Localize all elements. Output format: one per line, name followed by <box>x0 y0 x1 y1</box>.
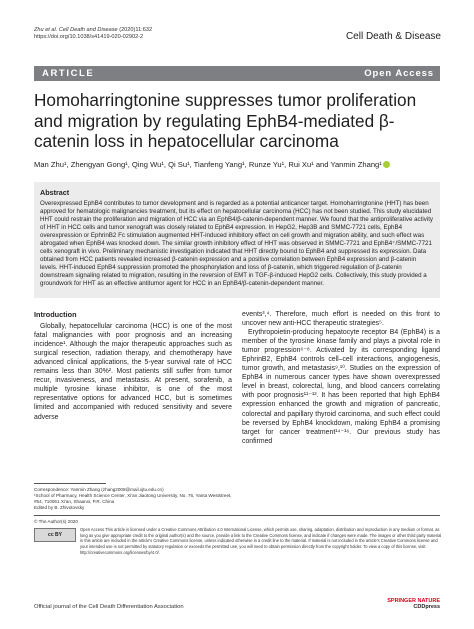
publisher-logo <box>387 598 440 611</box>
left-column <box>34 310 232 422</box>
copyright-line: © The Author(s) 2020 <box>34 519 78 524</box>
abstract-heading: Abstract <box>40 188 70 197</box>
doi-link[interactable]: https://doi.org/10.1038/s41419-020-02902-2 <box>34 34 144 40</box>
right-column <box>242 310 440 446</box>
intro-paragraph-1: Globally, hepatocellular carcinoma (HCC) is one of the most fatal malignancies with poor prognosis and an increasing incidence¹. Although the major therapeutic approaches such as surgical resection, radiation therapy, and chemotherapy have advanced clinical applications, the 5-year survival rate of HCC remains less than 30%². Most patients still suffer from tumor recur, invasiveness, and metastasis. At present, sorafenib, a multiple tyrosine kinase inhibitor, is one of the most representative options for advanced HCC, but is sometimes limited and accompanied with reduced sensitivity and severe adverse <box>34 323 232 421</box>
article-type-label: ARTICLE <box>42 68 95 79</box>
official-journal-line: Official journal of the Cell Death Differentiation Association <box>34 604 184 610</box>
licence-text: Open Access This article is licensed under a Creative Commons Attribution 4.0 International License, which permits use, sharing, adaptation, distribution and reproduction in any medium or format, as long as you give appropriate credit to the original author(s) and the source, provide a link to the Creative Commons license, and indicate if changes were made. The images or other third party material in this article are included in the article's Creative Commons license, unless indicated otherwise in a credit line to the material. If material is not included in the article's Creative Commons license and your intended use is not permitted by statutory regulation or exceeds the permitted use, you will need to obtain permission directly from the copyright holder. To view a copy of this license, visit http://creativecommons.org/licenses/by/4.0/. <box>80 527 442 555</box>
author-names: Man Zhu¹, Zhengyan Gong¹, Qing Wu¹, Qi Su¹, Tianfeng Yang¹, Runze Yu¹, Rui Xu¹ and Yanmin Zhang¹ <box>34 160 382 169</box>
abstract-text: Overexpressed EphB4 contributes to tumor development and is regarded as a potential anticancer target. Homoharringtonine (HHT) has been approved for hematologic malignancies treatment, but its effect on hepatocellular carcinoma (HCC) has not been studied. This study elucidated HHT could restrain the proliferation and migration of HCC via an EphB4/β-catenin-dependent manner. We found that the antiproliferative activity of HHT in HCC cells and tumor xenograft was closely related to EphB4 expression. In HepG2, Hep3B and SMMC-7721 cells, EphB4 overexpression or EphrinB2 Fc stimulation augmented HHT-induced inhibitory effect on cell growth and migration ability, and such effect was abrogated when EphB4 was knocked down. The similar growth inhibitory effect of HHT was observed in SMMC-7721 and EphB4⁺/SMMC-7721 cells xenograft in vivo. Preliminary mechanistic investigation indicated that HHT directly bound to EphB4 and suppressed its expression. Data obtained from HCC patients revealed increased β-catenin expression and a positive correlation between EphB4 expression and β-catenin levels. HHT-induced EphB4 suppression promoted the phosphorylation and loss of β-catenin, which triggered regulation of β-catenin downstream signaling related to migration, resulting in the reversion of EMT in TGF-β-induced HepG2 cells. Collectively, this study provided a groundwork for HHT as an effective antitumor agent for HCC in an EphB4/β-catenin-dependent manner. <box>40 200 434 287</box>
orcid-icon[interactable] <box>383 161 390 168</box>
article-banner <box>34 66 440 81</box>
footnotes <box>34 487 234 511</box>
intro-paragraph-continued: events³,⁴. Therefore, much effort is needed on this front to uncover new anti-HCC therapeutic strategies⁵. <box>242 311 440 328</box>
cc-by-license-icon[interactable]: cc BY <box>34 528 76 542</box>
abstract-box <box>34 182 440 298</box>
citation-issue: (2020)11:632 <box>117 27 153 33</box>
correspondence-note[interactable]: Correspondence: Yanmin Zhang (zhang2008@mail.xjtu.edu.cn) <box>34 487 164 492</box>
author-list <box>34 160 390 169</box>
citation-journal: Zhu et al. Cell Death and Disease <box>34 27 118 33</box>
editor-note: Edited by B. Zhivotovsky <box>34 505 85 510</box>
publisher-name: SPRINGER NATURE <box>387 598 440 604</box>
article-title: Homoharringtonine suppresses tumor proliferation and migration by regulating EphB4-mediated β-catenin loss in hepatocellular carcinoma <box>34 90 417 151</box>
journal-name: Cell Death & Disease <box>345 31 441 42</box>
intro-paragraph-2: Erythropoietin-producing hepatocyte receptor B4 (EphB4) is a member of the tyrosine kinase family and plays a pivotal role in tumor progression⁶⁻⁸. Activated by its corresponding ligand EphrinB2, EphB4 controls cell–cell interactions, angiogenesis, tumor growth, and metastasis⁹,¹⁰. Studies on the expression of EphB4 in numerous cancer types have shown overexpressed level in breast, colorectal, lung, and blood cancers correlating with poor prognosis¹¹⁻¹³. It has been reported that high EphB4 expression enhanced the growth and migration of pancreatic, colorectal and papillary thyroid carcinoma, and such effect could be reversed by EphB4 knockdown, making EphB4 a promising target for cancer treatment¹⁴⁻¹⁶. Our previous study has confirmed <box>242 329 440 445</box>
open-access-label: Open Access <box>364 68 434 79</box>
footnote-divider <box>34 483 106 484</box>
licence-divider <box>34 515 440 516</box>
intro-heading: Introduction <box>34 310 77 319</box>
affiliation-note: ¹School of Pharmacy, Health Science Center, Xi'an Jiaotong University, No. 76, Yanta Weststreet, #54, 710061 Xi'an, Shaanxi, P.R. China <box>34 493 232 504</box>
citation-header <box>34 27 152 41</box>
publisher-imprint: CDDpress <box>413 604 440 611</box>
